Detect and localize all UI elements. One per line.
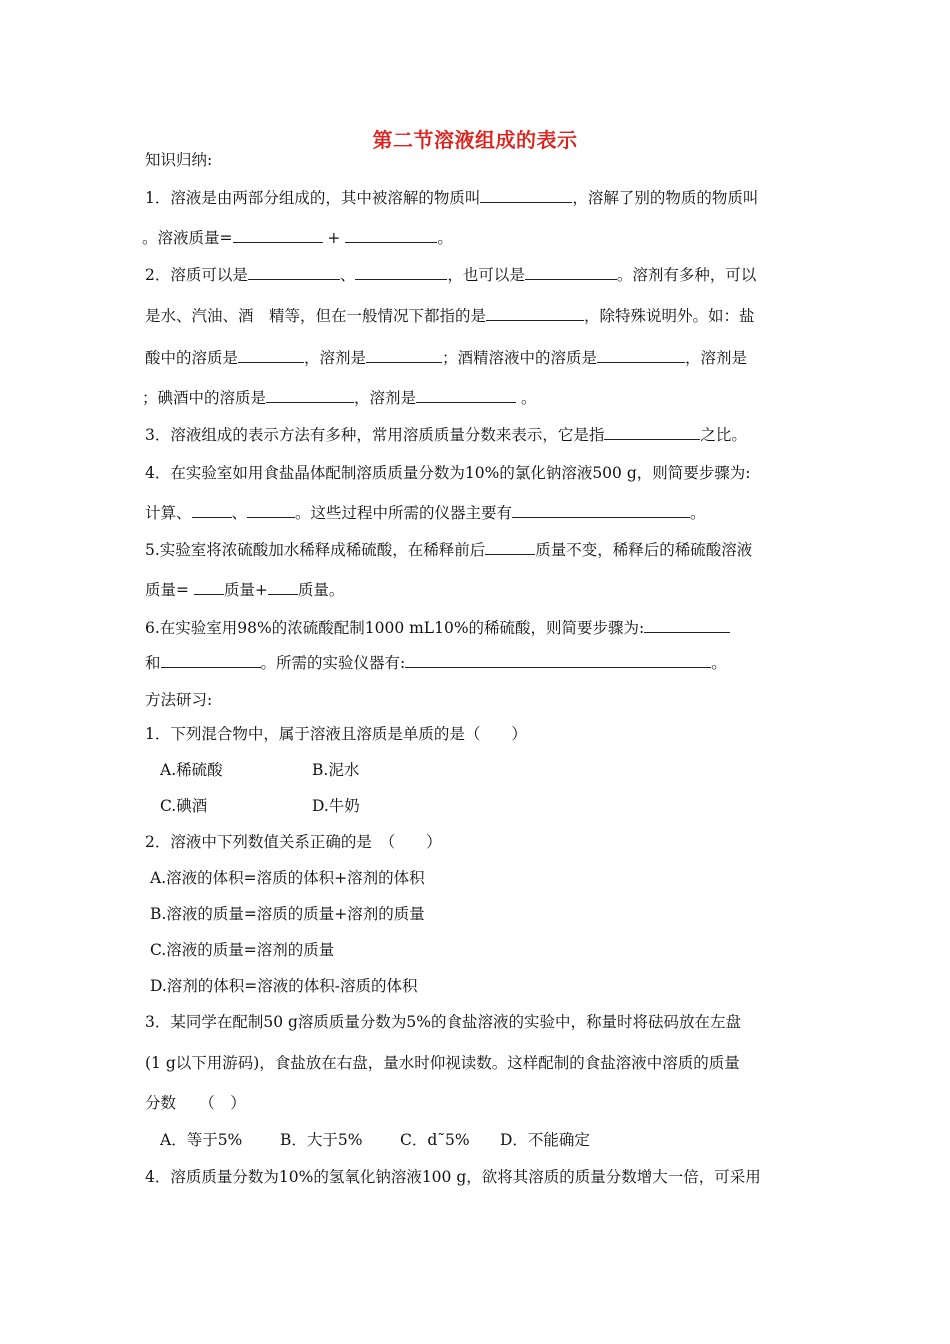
section-heading-knowledge: 知识归纳:	[145, 151, 213, 169]
answer-blank[interactable]	[486, 306, 584, 321]
q1-options-row-2	[160, 796, 360, 816]
item-2-line-1: 2．溶质可以是 、 ，也可以是 。溶剂有多种，可以	[145, 266, 757, 284]
question-3-line-3: 分数 （ ）	[145, 1094, 246, 1112]
answer-blank[interactable]	[405, 653, 711, 668]
answer-blank[interactable]	[248, 265, 340, 280]
answer-blank[interactable]	[266, 388, 354, 403]
question-4-line-1: 4．溶质质量分数为10%的氢氧化钠溶液100 g，欲将其溶质的质量分数增大一倍，可采用	[145, 1168, 761, 1186]
q2-option-c[interactable]: C.溶液的质量=溶剂的质量	[150, 941, 335, 959]
answer-blank[interactable]	[366, 348, 442, 363]
item-6-line-1: 6.在实验室用98%的浓硫酸配制1000 mL10%的稀硫酸，则简要步骤为:	[145, 618, 730, 638]
item-6-line-2: 和 。所需的实验仪器有: 。	[145, 654, 727, 672]
q3-option-b[interactable]: B．大于5%	[280, 1131, 363, 1149]
answer-blank[interactable]	[238, 348, 304, 363]
q2-option-d[interactable]: D.溶剂的体积=溶液的体积-溶质的体积	[150, 977, 418, 995]
q3-option-c[interactable]: C．d˜5%	[400, 1131, 470, 1149]
answer-blank[interactable]	[416, 388, 516, 403]
q2-option-a[interactable]: A.溶液的体积=溶质的体积+溶剂的体积	[150, 869, 425, 887]
q2-option-b[interactable]: B.溶液的质量=溶质的质量+溶剂的质量	[150, 905, 425, 923]
answer-blank[interactable]	[355, 265, 447, 280]
answer-blank[interactable]	[194, 580, 224, 595]
answer-blank[interactable]	[512, 503, 690, 518]
answer-blank[interactable]	[233, 228, 323, 243]
answer-blank[interactable]	[161, 653, 261, 668]
q1-option-c[interactable]: C.碘酒	[160, 797, 208, 815]
answer-blank[interactable]	[485, 540, 535, 555]
answer-blank[interactable]	[345, 228, 437, 243]
question-3-line-2: (1 g以下用游码)，食盐放在右盘，量水时仰视读数。这样配制的食盐溶液中溶质的质量	[145, 1054, 740, 1072]
q1-option-b[interactable]: B.泥水	[312, 761, 360, 779]
answer-blank[interactable]	[247, 503, 295, 518]
question-3-line-1: 3．某同学在配制50 g溶质质量分数为5%的食盐溶液的实验中，称量时将砝码放在左盘	[145, 1013, 742, 1031]
answer-blank[interactable]	[480, 188, 572, 203]
answer-blank[interactable]	[525, 265, 617, 280]
question-2: 2．溶液中下列数值关系正确的是 （ ）	[145, 833, 442, 851]
q1-options-row-1	[160, 760, 359, 780]
q3-option-a[interactable]: A．等于5%	[160, 1131, 243, 1149]
item-5-line-2: 质量= 质量+ 质量。	[145, 581, 345, 599]
answer-blank[interactable]	[644, 618, 730, 633]
item-2-line-3: 酸中的溶质是 ，溶剂是 ；酒精溶液中的溶质是 ，溶剂是	[145, 349, 748, 367]
answer-blank[interactable]	[604, 425, 700, 440]
item-3: 3．溶液组成的表示方法有多种，常用溶质质量分数来表示，它是指 之比。	[145, 426, 747, 444]
q1-option-d[interactable]: D.牛奶	[312, 797, 360, 815]
answer-blank[interactable]	[597, 348, 685, 363]
item-1-line-1: 1．溶液是由两部分组成的，其中被溶解的物质叫 ，溶解了别的物质的物质叫	[145, 189, 759, 207]
q1-option-a[interactable]: A.稀硫酸	[160, 761, 223, 779]
q3-options-row	[160, 1130, 590, 1150]
question-1: 1．下列混合物中，属于溶液且溶质是单质的是（ ）	[145, 725, 527, 743]
item-2-line-4: ；碘酒中的溶质是 ，溶剂是 。	[142, 389, 537, 407]
page-title: 第二节溶液组成的表示	[372, 128, 578, 152]
answer-blank[interactable]	[268, 580, 298, 595]
item-4-line-2: 计算、 、 。这些过程中所需的仪器主要有 。	[145, 504, 706, 522]
item-4-line-1: 4．在实验室如用食盐晶体配制溶质质量分数为10%的氯化钠溶液500 g，则简要步骤为:	[145, 464, 751, 482]
answer-blank[interactable]	[192, 503, 232, 518]
item-5-line-1: 5.实验室将浓硫酸加水稀释成稀硫酸，在稀释前后 质量不变，稀释后的稀硫酸溶液	[145, 541, 753, 559]
item-2-line-2: 是水、汽油、酒 精等，但在一般情况下都指的是 ，除特殊说明外。如：盐	[145, 307, 755, 325]
item-1-line-2: 。溶液质量= + 。	[142, 229, 453, 247]
q3-option-d[interactable]: D．不能确定	[500, 1131, 590, 1149]
section-heading-method: 方法研习:	[145, 691, 213, 709]
